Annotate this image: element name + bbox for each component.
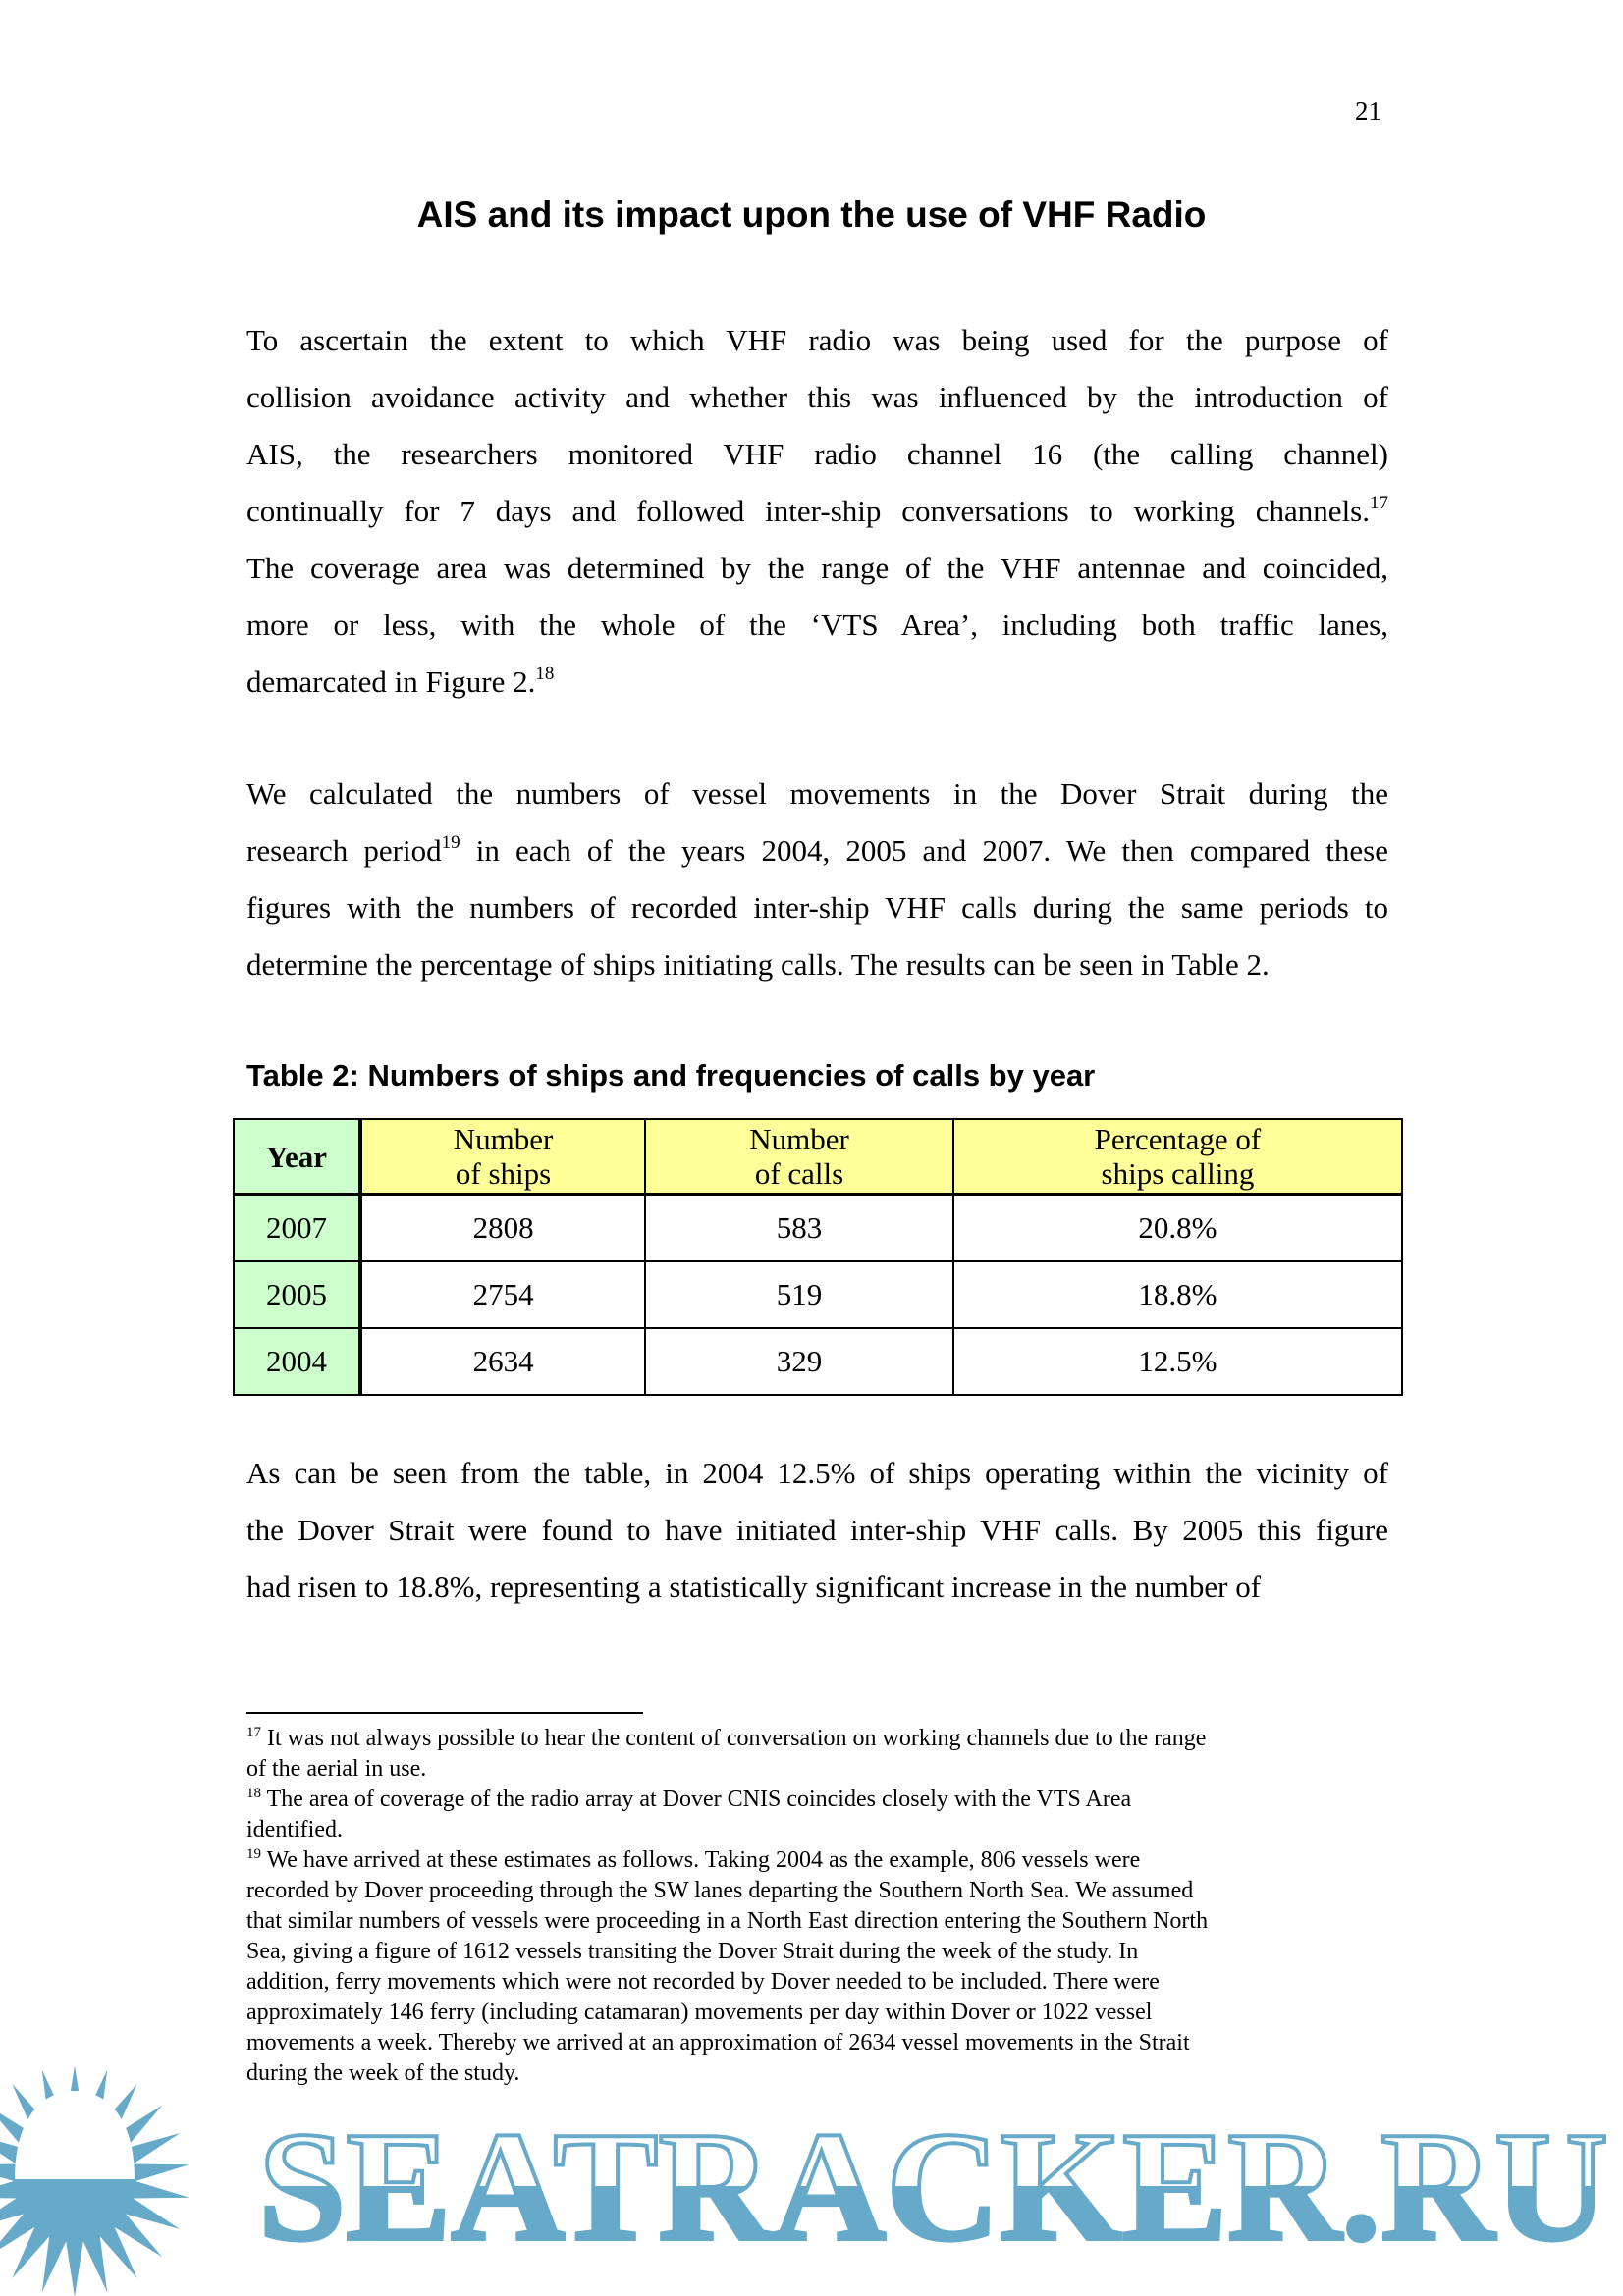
text-line: The coverage area was determined by the range of the VHF antennae and coincided, <box>246 551 1388 585</box>
footnote-line: $^{17}$ It was not always possible to hear the content of conversation on working channels due to the range <box>246 1725 1207 1751</box>
watermark-text: SEATRACKER.RU <box>258 2099 1608 2273</box>
text-line: had risen to 18.8%, representing a statistically significant increase in the number of <box>246 1570 1262 1604</box>
column-header: Percentage of ships calling <box>953 1119 1402 1195</box>
table-cell: 2004 <box>234 1328 360 1395</box>
footnote-line: during the week of the study. <box>246 2060 520 2086</box>
table-cell: 20.8% <box>953 1195 1402 1262</box>
column-header: Year <box>234 1119 360 1195</box>
table-cell: 583 <box>645 1195 953 1262</box>
text-line: research period$^{19}$ in each of the years 2004, 2005 and 2007. We then compared these <box>246 832 1388 868</box>
footnote-line: that similar numbers of vessels were proceeding in a North East direction entering the Southern North <box>246 1908 1209 1934</box>
footnote-line: approximately 146 ferry (including catamaran) movements per day within Dover or 1022 vessel <box>246 2000 1153 2025</box>
page-number: 21 <box>1355 96 1381 126</box>
footnote-line: $^{19}$ We have arrived at these estimates as follows. Taking 2004 as the example, 806 vessels were <box>246 1846 1141 1873</box>
text-line: determine the percentage of ships initiating calls. The results can be seen in Table 2. <box>246 947 1270 982</box>
ships-calls-table <box>233 1118 1403 1396</box>
column-header: Number of calls <box>645 1119 953 1195</box>
footnote-reference[interactable]: 17 <box>1370 493 1388 513</box>
footnote-line: movements a week. Thereby we arrived at an approximation of 2634 vessel movements in the Strait <box>246 2030 1190 2056</box>
table-cell: 2634 <box>360 1328 645 1395</box>
table-cell: 329 <box>645 1328 953 1395</box>
footnote-line: addition, ferry movements which were not recorded by Dover needed to be included. There were <box>246 1969 1160 1995</box>
sun-icon <box>0 2066 189 2296</box>
table-cell: 2808 <box>360 1195 645 1262</box>
table-row <box>234 1328 1402 1395</box>
text-line: the Dover Strait were found to have initiated inter-ship VHF calls. By 2005 this figure <box>246 1513 1388 1547</box>
text-line: To ascertain the extent to which VHF radio was being used for the purpose of <box>246 323 1388 357</box>
footnote-line: Sea, giving a figure of 1612 vessels transiting the Dover Strait during the week of the study. In <box>246 1939 1139 1964</box>
section-title: AIS and its impact upon the use of VHF Radio <box>416 194 1207 235</box>
paragraph-2 <box>246 766 1388 993</box>
footnote-separator <box>246 1712 643 1714</box>
table-row <box>234 1261 1402 1328</box>
table-header-row <box>234 1119 1402 1195</box>
table-cell: 12.5% <box>953 1328 1402 1395</box>
text-line: more or less, with the whole of the ‘VTS Area’, including both traffic lanes, <box>246 608 1388 642</box>
text-line: collision avoidance activity and whether this was influenced by the introduction of <box>246 380 1388 414</box>
table-cell: 18.8% <box>953 1261 1402 1328</box>
table-cell: 519 <box>645 1261 953 1328</box>
table-cell: 2007 <box>234 1195 360 1262</box>
text-line: demarcated in Figure 2.18 <box>246 664 555 699</box>
text-line: We calculated the numbers of vessel movements in the Dover Strait during the <box>246 776 1388 811</box>
footnote-line: $^{18}$ The area of coverage of the radio array at Dover CNIS coincides closely with the VTS Area <box>246 1786 1132 1812</box>
footnotes <box>246 1724 1208 2089</box>
text-line: continually for 7 days and followed inter-ship conversations to working channels.$^{17}$ <box>246 493 1388 528</box>
footnote-line: recorded by Dover proceeding through the SW lanes departing the Southern North Sea. We assumed <box>246 1878 1194 1903</box>
table-cell: 2754 <box>360 1261 645 1328</box>
seatracker-watermark <box>0 2066 1623 2296</box>
table-caption: Table 2: Numbers of ships and frequencies of calls by year <box>246 1058 1096 1093</box>
text-line: AIS, the researchers monitored VHF radio channel 16 (the calling channel) <box>246 437 1388 471</box>
paragraph-3 <box>246 1445 1388 1616</box>
text-line: As can be seen from the table, in 2004 12.5% of ships operating within the vicinity of <box>246 1456 1388 1490</box>
text-line: figures with the numbers of recorded inter-ship VHF calls during the same periods to <box>246 890 1388 925</box>
table-row <box>234 1195 1402 1262</box>
footnote-line: identified. <box>246 1817 343 1842</box>
footnote-reference[interactable]: 18 <box>535 664 555 684</box>
footnote-line: of the aerial in use. <box>246 1756 427 1782</box>
column-header: Number of ships <box>360 1119 645 1195</box>
table-cell: 2005 <box>234 1261 360 1328</box>
footnote-reference[interactable]: 19 <box>441 832 460 853</box>
paragraph-1 <box>246 312 1388 711</box>
